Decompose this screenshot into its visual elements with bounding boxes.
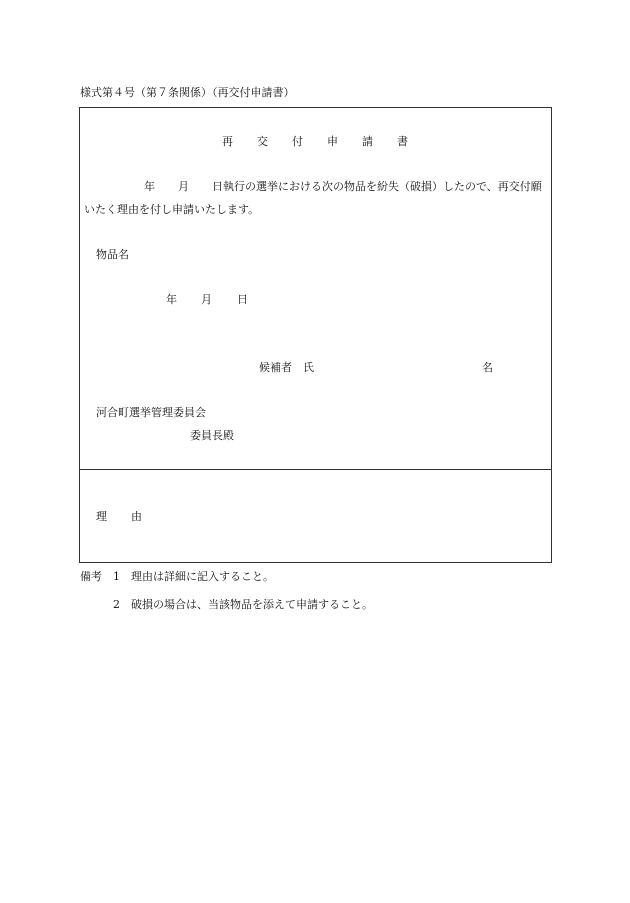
month-label: 月 xyxy=(201,293,212,306)
notes-header: 備考 xyxy=(80,570,102,583)
note-text: 理由は詳細に記入すること。 xyxy=(131,570,274,583)
application-frame xyxy=(79,107,552,563)
title-char: 請 xyxy=(362,135,373,148)
reason-label-char: 理 xyxy=(96,510,107,523)
statement-line-1: 日執行の選挙における次の物品を紛失（破損）したので、再交付願 xyxy=(212,180,542,193)
candidate-label: 候補者 氏 xyxy=(259,361,314,374)
title-char: 書 xyxy=(397,135,408,148)
section-divider xyxy=(79,469,552,470)
statement-line-2: いたく理由を付し申請いたします。 xyxy=(84,203,260,216)
name-suffix: 名 xyxy=(482,361,493,374)
title-char: 付 xyxy=(292,135,303,148)
reason-label-char: 由 xyxy=(131,510,142,523)
note-text: 破損の場合は、当該物品を添えて申請すること。 xyxy=(131,598,373,611)
date-year-label: 年 xyxy=(144,180,155,193)
item-name-label: 物品名 xyxy=(96,248,129,261)
form-label: 様式第４号（第７条関係）（再交付申請書） xyxy=(80,86,295,99)
date-month-label: 月 xyxy=(178,180,189,193)
title-char: 申 xyxy=(327,135,338,148)
day-label: 日 xyxy=(237,293,248,306)
title-char: 再 xyxy=(222,135,233,148)
addressee-org: 河合町選挙管理委員会 xyxy=(96,406,206,419)
addressee-title: 委員長殿 xyxy=(190,429,234,442)
note-number: 2 xyxy=(113,598,120,611)
note-number: 1 xyxy=(113,570,120,583)
year-label: 年 xyxy=(166,293,177,306)
title-char: 交 xyxy=(257,135,268,148)
